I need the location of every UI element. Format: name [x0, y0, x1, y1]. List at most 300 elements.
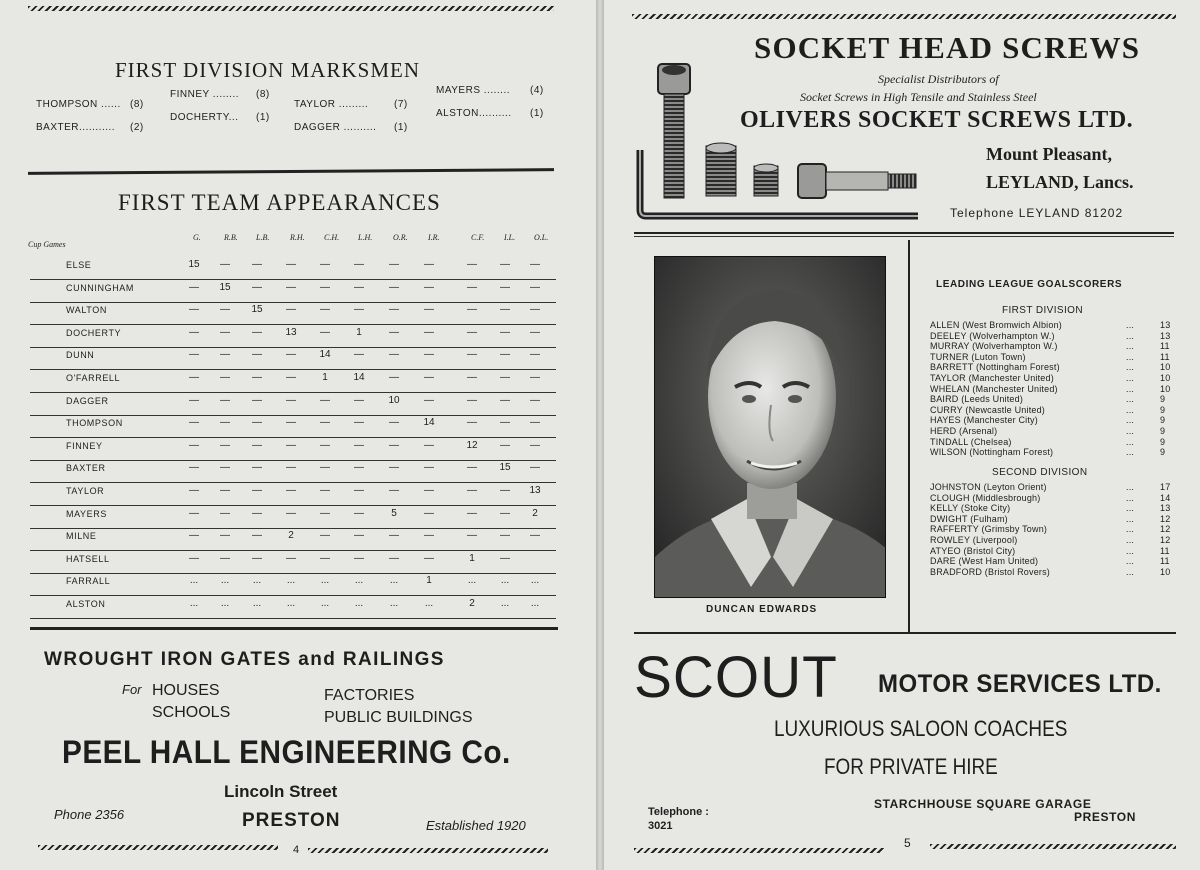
gates-item-houses: HOUSES [152, 682, 220, 699]
scorer-goals: 14 [1160, 492, 1171, 503]
scout-top-rule [634, 632, 1176, 634]
appearance-cell: — [252, 552, 262, 564]
appearance-cell: 2 [288, 530, 294, 542]
appearance-cell: 1 [322, 372, 328, 383]
appearance-cell: — [530, 417, 540, 429]
gates-for-label: For [122, 682, 142, 697]
page-number-left: 4 [293, 844, 300, 856]
screws-line-2: Socket Screws in High Tensile and Stainless Steel [800, 90, 1037, 104]
scorer-row [930, 482, 1171, 492]
appearance-cell: — [467, 417, 477, 429]
scorer-goals: 10 [1160, 373, 1171, 383]
appearance-cell: — [286, 552, 296, 564]
scorer-row [930, 320, 1171, 330]
appearance-cell: — [467, 372, 477, 383]
appearances-title: FIRST TEAM APPEARANCES [118, 190, 441, 215]
column-header: C.H. [324, 233, 340, 242]
scorer-goals: 12 [1160, 535, 1171, 545]
table-row [30, 597, 556, 619]
appearance-cell: — [320, 552, 330, 564]
appearance-cell: — [320, 259, 330, 270]
column-header: R.H. [290, 233, 305, 242]
second-division-label: SECOND DIVISION [992, 467, 1088, 478]
leader-dots: ... [1126, 524, 1135, 535]
appearance-cell: — [252, 394, 262, 406]
ad-top-rule [30, 627, 558, 630]
appearance-cell: — [252, 462, 262, 474]
scorer-goals: 10 [1160, 566, 1171, 577]
gates-item-factories: FACTORIES [324, 687, 415, 704]
appearance-cell: ... [220, 575, 230, 587]
grub-screw [706, 143, 736, 196]
appearance-cell: — [500, 394, 510, 406]
appearance-cell: — [467, 507, 477, 519]
scorer-goals: 11 [1160, 351, 1170, 362]
marksman-goals: (4) [530, 85, 544, 96]
appearance-cell: — [320, 326, 330, 338]
right-page [604, 0, 1200, 870]
bottom-border-left [38, 845, 278, 850]
appearance-cell: 13 [285, 326, 297, 338]
appearance-cell: — [220, 439, 230, 451]
bottom-border-left [634, 848, 884, 853]
appearance-cell: — [467, 326, 477, 338]
appearance-cell: — [220, 530, 230, 542]
page-number-right: 5 [904, 836, 911, 850]
appearance-cell: — [189, 439, 199, 451]
screws-address-1: Mount Pleasant, [986, 144, 1112, 164]
appearance-cell: — [252, 439, 262, 451]
player-name: TAYLOR [66, 486, 105, 496]
scorer-name: MURRAY (Wolverhampton W.) [930, 341, 1058, 352]
scorer-goals: 10 [1160, 383, 1171, 394]
appearance-cell: 1 [356, 326, 362, 338]
appearance-cell: — [467, 394, 477, 406]
appearance-cell: — [252, 259, 262, 270]
appearance-cell: ... [389, 598, 399, 609]
screws-address-2: LEYLAND, Lancs. [986, 172, 1134, 192]
row-rule [30, 618, 556, 619]
appearance-cell: — [354, 485, 364, 496]
appearance-cell: — [252, 485, 262, 496]
marksman-name: TAYLOR ......... [294, 99, 369, 110]
player-photo [654, 256, 886, 598]
appearance-cell: — [500, 281, 510, 293]
scorer-name: JOHNSTON (Leyton Orient) [930, 482, 1047, 492]
appearance-cell: — [467, 304, 477, 316]
appearance-cell: — [252, 417, 262, 429]
scorer-row [930, 513, 1171, 524]
scorer-goals: 17 [1160, 482, 1171, 492]
appearance-cell: — [320, 462, 330, 474]
appearance-cell: — [286, 417, 296, 429]
scorer-row [930, 524, 1171, 535]
appearance-cell: — [354, 439, 364, 451]
appearance-cell: — [286, 372, 296, 383]
appearance-cell: — [530, 304, 540, 316]
ad-divider-thin [634, 236, 1174, 237]
appearance-cell: — [530, 439, 540, 451]
scout-line-2: FOR PRIVATE HIRE [824, 754, 998, 779]
scorer-row [930, 383, 1171, 394]
appearance-cell: — [530, 372, 540, 383]
leader-dots: ... [1126, 556, 1135, 567]
appearance-cell: — [467, 281, 477, 293]
table-row [30, 552, 556, 574]
marksman-goals: (1) [394, 122, 408, 133]
appearance-cell: — [189, 530, 199, 542]
marksman-name: FINNEY ........ [170, 89, 239, 100]
bottom-border-right [308, 848, 548, 853]
scorer-row [930, 330, 1171, 341]
column-header: L.H. [358, 233, 373, 242]
appearance-cell: — [252, 530, 262, 542]
leader-dots: ... [1126, 373, 1135, 383]
ad-divider [634, 232, 1174, 234]
scorer-name: BRADFORD (Bristol Rovers) [930, 566, 1051, 577]
appearance-cell: ... [530, 575, 540, 587]
marksman-goals: (1) [256, 112, 270, 123]
scorer-goals: 10 [1160, 362, 1171, 373]
appearance-cell: — [320, 417, 330, 429]
scorer-name: ALLEN (West Bromwich Albion) [930, 320, 1062, 330]
appearance-cell: — [286, 304, 296, 316]
gates-company: PEEL HALL ENGINEERING Co. [62, 734, 511, 770]
marksman-goals: (2) [130, 122, 144, 133]
appearance-cell: — [189, 304, 199, 316]
scorer-goals: 9 [1160, 426, 1166, 436]
appearance-cell: ... [286, 575, 296, 587]
appearance-cell: — [286, 439, 296, 451]
player-name: CUNNINGHAM [66, 282, 134, 293]
scorer-row [930, 426, 1166, 436]
appearance-cell: — [500, 552, 510, 564]
screws-headline: SOCKET HEAD SCREWS [754, 30, 1141, 65]
appearance-cell: — [424, 304, 434, 316]
appearance-cell: — [467, 462, 477, 474]
table-row [30, 348, 556, 370]
column-header: C.F. [471, 233, 485, 242]
scorer-goals: 9 [1160, 415, 1166, 426]
appearance-cell: — [220, 372, 230, 383]
portrait-illustration [655, 257, 886, 598]
scorer-goals: 9 [1160, 394, 1166, 405]
gates-headline: WROUGHT IRON GATES and RAILINGS [44, 649, 445, 670]
appearance-cell: — [467, 349, 477, 361]
table-row [30, 258, 556, 280]
appearance-cell: — [220, 417, 230, 429]
leader-dots: ... [1126, 566, 1135, 577]
appearance-cell: ... [286, 598, 296, 609]
appearance-cell: — [424, 462, 434, 474]
appearance-cell: — [389, 372, 399, 383]
appearance-cell: — [354, 507, 364, 519]
column-header: R.B. [224, 233, 238, 242]
set-screw [754, 164, 778, 196]
scout-company: MOTOR SERVICES LTD. [878, 670, 1162, 698]
appearance-cell: — [320, 507, 330, 519]
player-name: FARRALL [66, 576, 111, 587]
appearance-cell: — [500, 507, 510, 519]
scorer-goals: 9 [1160, 404, 1166, 415]
scorer-goals: 13 [1160, 330, 1171, 341]
scout-town: PRESTON [1074, 810, 1136, 824]
appearance-cell: ... [220, 598, 230, 609]
leader-dots: ... [1126, 503, 1135, 514]
appearance-cell: — [530, 462, 540, 474]
appearance-cell: — [389, 281, 399, 293]
marksmen-title: FIRST DIVISION MARKSMEN [115, 58, 420, 82]
appearance-cell: ... [320, 575, 330, 587]
scorer-row [930, 436, 1166, 447]
scout-telephone-label: Telephone : [648, 806, 709, 818]
appearance-cell: — [500, 485, 510, 496]
gates-item-schools: SCHOOLS [152, 704, 231, 721]
table-row [30, 574, 556, 596]
appearance-cell: 15 [219, 281, 231, 293]
appearance-cell: — [286, 507, 296, 519]
leader-dots: ... [1126, 320, 1135, 330]
scorer-goals: 11 [1160, 341, 1170, 352]
leader-dots: ... [1126, 394, 1135, 405]
marksman-name: MAYERS ........ [436, 85, 510, 96]
appearance-cell: — [220, 326, 230, 338]
appearance-cell: — [286, 259, 296, 270]
appearance-cell: 2 [532, 507, 538, 519]
appearance-cell: — [354, 259, 364, 270]
appearance-cell: — [189, 281, 199, 293]
scorer-row [930, 503, 1171, 514]
leader-dots: ... [1126, 436, 1135, 447]
appearance-cell: — [189, 372, 199, 383]
appearance-cell: 14 [319, 349, 331, 361]
scorer-row [930, 535, 1171, 545]
appearance-cell: ... [530, 598, 540, 609]
appearance-cell: — [252, 507, 262, 519]
player-name: DOCHERTY [66, 327, 122, 338]
appearance-cell: — [252, 349, 262, 361]
appearance-cell: ... [354, 575, 364, 587]
appearance-cell: — [220, 304, 230, 316]
appearance-cell: — [389, 349, 399, 361]
scorer-row [930, 447, 1166, 458]
leader-dots: ... [1126, 447, 1135, 458]
column-header: O.R. [393, 233, 408, 242]
marksman-name: ALSTON.......... [436, 108, 512, 119]
scorer-goals: 11 [1160, 545, 1170, 556]
scorer-name: WILSON (Nottingham Forest) [930, 447, 1054, 458]
scorer-goals: 13 [1160, 503, 1171, 514]
appearance-cell: 14 [423, 417, 435, 429]
player-name: DAGGER [66, 395, 109, 406]
table-row [30, 416, 556, 438]
table-row [30, 394, 556, 416]
table-row [30, 461, 556, 483]
scorer-name: CLOUGH (Middlesbrough) [930, 492, 1041, 503]
scorer-row [930, 415, 1166, 426]
photo-caption: DUNCAN EDWARDS [706, 604, 818, 615]
column-header: I.R. [428, 233, 440, 242]
appearance-cell: — [354, 530, 364, 542]
appearance-cell: — [189, 326, 199, 338]
leader-dots: ... [1126, 535, 1135, 545]
appearance-cell: — [189, 417, 199, 429]
scorer-row [930, 362, 1171, 373]
appearance-cell: — [389, 552, 399, 564]
appearance-cell: ... [252, 598, 262, 609]
player-name: ALSTON [66, 599, 106, 609]
scout-garage: STARCHHOUSE SQUARE GARAGE [874, 797, 1092, 811]
scorer-row [930, 492, 1171, 503]
leader-dots: ... [1126, 362, 1135, 373]
appearance-cell: — [252, 372, 262, 383]
column-divider [908, 240, 910, 632]
scorer-row [930, 545, 1170, 556]
appearance-cell: 14 [353, 372, 365, 383]
goalscorers-title: LEADING LEAGUE GOALSCORERS [936, 279, 1123, 290]
appearance-cell: ... [500, 575, 510, 587]
appearance-cell: ... [500, 598, 510, 609]
scorer-name: BARRETT (Nottingham Forest) [930, 362, 1060, 373]
appearance-cell: — [354, 394, 364, 406]
appearance-cell: ... [252, 575, 262, 587]
appearance-cell: — [389, 259, 399, 270]
scorer-name: KELLY (Stoke City) [930, 503, 1011, 514]
scorer-goals: 11 [1160, 556, 1170, 567]
table-row [30, 326, 556, 348]
scorer-goals: 12 [1160, 513, 1171, 524]
marksman-goals: (8) [130, 99, 144, 110]
appearance-cell: — [530, 326, 540, 338]
section-rule [28, 168, 554, 175]
appearance-cell: — [389, 304, 399, 316]
player-name: FINNEY [66, 440, 103, 451]
scorer-name: RAFFERTY (Grimsby Town) [930, 524, 1048, 535]
appearance-cell: — [220, 462, 230, 474]
player-name: O'FARRELL [66, 373, 121, 383]
scorer-name: ROWLEY (Liverpool) [930, 535, 1018, 545]
scorer-name: HERD (Arsenal) [930, 426, 998, 436]
player-name: DUNN [66, 350, 95, 361]
leader-dots: ... [1126, 513, 1135, 524]
column-header: G. [193, 233, 201, 242]
scorer-name: BAIRD (Leeds United) [930, 394, 1024, 405]
column-header: L.B. [256, 233, 270, 242]
appearance-cell: — [500, 349, 510, 361]
long-cap-screw [658, 64, 690, 198]
player-name: MAYERS [66, 508, 107, 519]
appearance-cell: — [500, 417, 510, 429]
appearance-cell: — [424, 507, 434, 519]
appearance-cell: — [189, 485, 199, 496]
appearance-cell: — [252, 281, 262, 293]
appearance-cell: 15 [499, 462, 511, 474]
scorer-goals: 12 [1160, 524, 1171, 535]
appearance-cell: — [424, 349, 434, 361]
marksman-name: BAXTER........... [36, 122, 116, 133]
scorer-name: DWIGHT (Fulham) [930, 513, 1008, 524]
gates-town: PRESTON [242, 810, 341, 831]
appearance-cell: — [530, 259, 540, 270]
appearance-cell: 1 [426, 575, 432, 587]
appearance-cell: — [424, 281, 434, 293]
scorer-row [930, 404, 1166, 415]
bottom-border-right [930, 844, 1176, 849]
column-header: O.L. [534, 233, 549, 242]
appearance-cell: — [467, 530, 477, 542]
scorer-goals: 9 [1160, 447, 1166, 458]
marksman-name: THOMPSON ...... [36, 99, 121, 110]
appearance-cell: — [286, 485, 296, 496]
appearance-cell: — [424, 326, 434, 338]
appearance-cell: — [320, 281, 330, 293]
scorer-name: HAYES (Manchester City) [930, 415, 1038, 426]
leader-dots: ... [1126, 404, 1135, 415]
appearance-cell: — [389, 530, 399, 542]
scorer-name: DARE (West Ham United) [930, 556, 1039, 567]
appearance-cell: — [389, 485, 399, 496]
scout-brand: SCOUT [634, 645, 838, 710]
appearance-cell: — [530, 349, 540, 361]
appearance-cell: — [189, 462, 199, 474]
scorer-name: ATYEO (Bristol City) [930, 545, 1016, 556]
appearance-cell: — [424, 485, 434, 496]
screws-company: OLIVERS SOCKET SCREWS LTD. [740, 107, 1134, 133]
appearance-cell: — [286, 281, 296, 293]
appearance-cell: — [354, 349, 364, 361]
appearance-cell: ... [189, 598, 199, 609]
appearance-cell: — [286, 462, 296, 474]
gates-phone: Phone 2356 [54, 807, 125, 822]
leader-dots: ... [1126, 383, 1135, 394]
scorer-name: WHELAN (Manchester United) [930, 383, 1058, 394]
appearance-cell: — [220, 485, 230, 496]
scorer-row [930, 373, 1171, 383]
table-row [30, 507, 556, 529]
player-name: ELSE [66, 260, 92, 270]
appearance-cell: ... [320, 598, 330, 609]
scorer-name: CURRY (Newcastle United) [930, 404, 1046, 415]
appearance-cell: — [220, 259, 230, 270]
appearance-cell: — [389, 439, 399, 451]
appearance-cell: — [189, 507, 199, 519]
marksman-name: DOCHERTY... [170, 112, 239, 123]
book-spine [596, 0, 604, 870]
scorer-goals: 9 [1160, 436, 1166, 447]
appearance-cell: — [354, 462, 364, 474]
screws-line-1: Specialist Distributors of [878, 72, 999, 86]
appearance-cell: — [286, 349, 296, 361]
scorer-row [930, 351, 1170, 362]
appearance-cell: — [252, 326, 262, 338]
appearance-cell: — [500, 439, 510, 451]
screws-telephone: Telephone LEYLAND 81202 [950, 206, 1124, 220]
appearance-cell: — [467, 259, 477, 270]
appearance-cell: ... [467, 575, 477, 587]
appearance-cell: — [354, 281, 364, 293]
table-row [30, 371, 556, 393]
gates-item-public: PUBLIC BUILDINGS [324, 709, 473, 726]
appearance-cell: — [189, 552, 199, 564]
appearance-cell: — [320, 439, 330, 451]
marksman-goals: (7) [394, 99, 408, 110]
left-page [0, 0, 596, 870]
appearance-cell: — [220, 394, 230, 406]
scorer-row [930, 556, 1170, 567]
appearance-cell: 15 [251, 304, 263, 316]
appearance-cell: 13 [529, 485, 541, 496]
marksman-name: DAGGER .......... [294, 122, 377, 133]
